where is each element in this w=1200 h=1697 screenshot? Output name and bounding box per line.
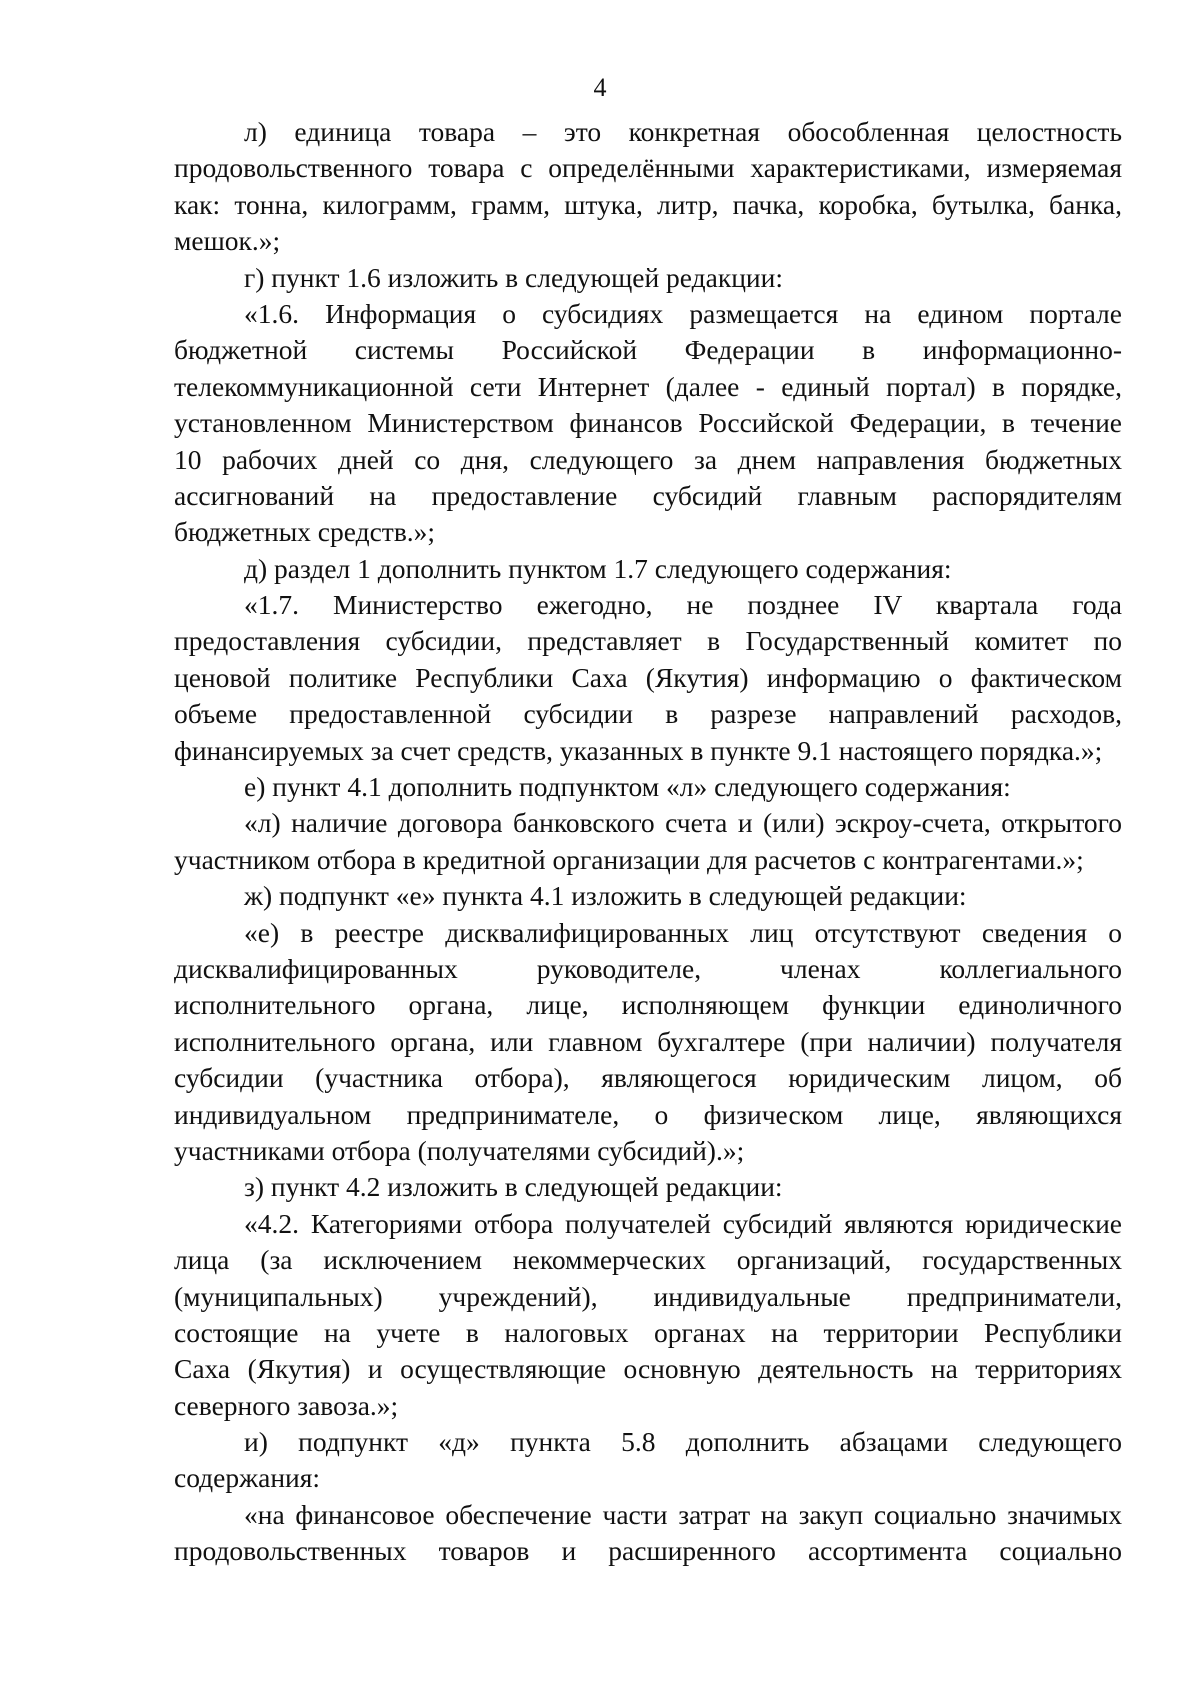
text-line: «е) в реестре дисквалифицированных лиц отсутствуют сведения о	[244, 916, 1122, 948]
text-line: «на финансовое обеспечение части затрат на закуп социально значимых	[244, 1498, 1122, 1530]
text-line: и) подпункт «д» пункта 5.8 дополнить абзацами следующего	[244, 1426, 1122, 1458]
text-line: лица (за исключением некоммерческих организаций, государственных	[174, 1244, 1122, 1276]
text-line: предоставления субсидии, представляет в Государственный комитет по	[174, 625, 1122, 657]
text-line: субсидии (участника отбора), являющегося юридическим лицом, об	[174, 1062, 1122, 1094]
page-number: 4	[593, 73, 607, 102]
text-line: бюджетной системы Российской Федерации в информационно-	[174, 334, 1122, 366]
text-line: установленном Министерством финансов Российской Федерации, в течение	[174, 407, 1122, 439]
text-line: объеме предоставленной субсидии в разрезе направлений расходов,	[174, 698, 1122, 730]
text-line: з) пункт 4.2 изложить в следующей редакции:	[244, 1171, 783, 1203]
text-line: продовольственных товаров и расширенного ассортимента социально	[174, 1535, 1122, 1567]
text-line: индивидуальном предпринимателе, о физическом лице, являющихся	[174, 1098, 1122, 1130]
text-line: ассигнований на предоставление субсидий главным распорядителям	[174, 479, 1122, 511]
text-line: дисквалифицированных руководителе, членах коллегиального	[174, 952, 1122, 984]
text-line: продовольственного товара с определёнными характеристиками, измеряемая	[174, 152, 1122, 184]
text-line: ж) подпункт «е» пункта 4.1 изложить в следующей редакции:	[244, 880, 967, 912]
text-line: е) пункт 4.1 дополнить подпунктом «л» следующего содержания:	[244, 771, 1011, 803]
text-line: л) единица товара – это конкретная обособленная целостность	[244, 116, 1122, 147]
text-line: «4.2. Категориями отбора получателей субсидий являются юридические	[244, 1207, 1122, 1239]
text-line: северного завоза.»;	[174, 1389, 399, 1421]
text-line: г) пункт 1.6 изложить в следующей редакции:	[244, 261, 783, 293]
text-line: исполнительного органа, или главном бухгалтере (при наличии) получателя	[174, 1025, 1122, 1057]
text-line: состоящие на учете в налоговых органах на территории Республики	[174, 1316, 1122, 1348]
text-line: ценовой политике Республики Саха (Якутия) информацию о фактическом	[174, 661, 1122, 693]
text-line: «1.6. Информация о субсидиях размещается на едином портале	[244, 297, 1122, 329]
text-line: телекоммуникационной сети Интернет (далее - единый портал) в порядке,	[174, 370, 1122, 402]
text-line: д) раздел 1 дополнить пунктом 1.7 следующего содержания:	[244, 552, 952, 584]
text-line: содержания:	[174, 1462, 321, 1494]
text-line: участником отбора в кредитной организации для расчетов с контрагентами.»;	[174, 843, 1084, 875]
text-line: (муниципальных) учреждений), индивидуальные предприниматели,	[174, 1280, 1122, 1312]
text-line: Саха (Якутия) и осуществляющие основную деятельность на территориях	[174, 1353, 1122, 1385]
text-line: «1.7. Министерство ежегодно, не позднее IV квартала года	[244, 589, 1122, 621]
text-line: как: тонна, килограмм, грамм, штука, литр, пачка, коробка, бутылка, банка,	[174, 188, 1122, 220]
text-line: финансируемых за счет средств, указанных в пункте 9.1 настоящего порядка.»;	[174, 734, 1103, 766]
text-line: исполнительного органа, лице, исполняющем функции единоличного	[174, 989, 1122, 1021]
text-line: мешок.»;	[174, 225, 281, 257]
text-line: бюджетных средств.»;	[174, 516, 436, 548]
text-line: участниками отбора (получателями субсидий).»;	[174, 1134, 745, 1166]
document-body	[174, 114, 1122, 1570]
text-line: 10 рабочих дней со дня, следующего за днем направления бюджетных	[174, 443, 1122, 475]
text-line: «л) наличие договора банковского счета и (или) эскроу-счета, открытого	[244, 807, 1122, 839]
